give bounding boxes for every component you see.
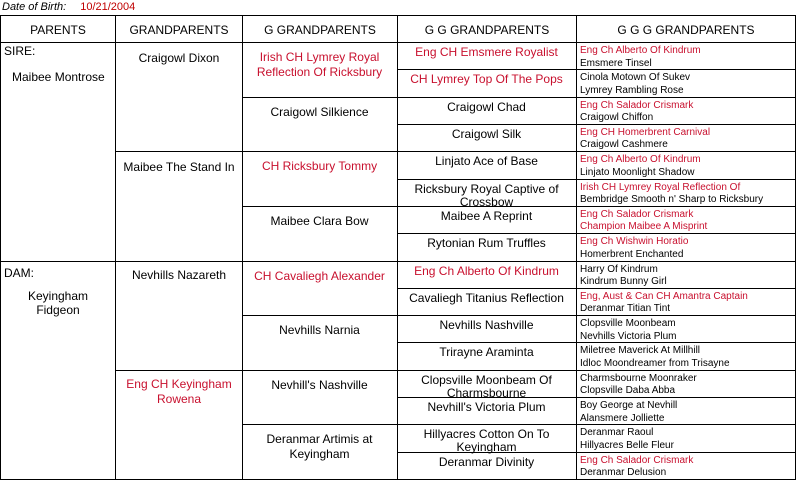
gg-grandparent-15-line1: Hillyacres Cotton On To [423,427,550,442]
gg-grandparent-5-line1: Linjato Ace of Base [435,154,538,169]
ggg-grandparent-9: Eng Ch Alberto Of Kindrum [580,154,701,166]
date-of-birth [2,0,135,14]
g-grandparent-8-line1: Deranmar Artimis at [266,432,373,447]
gg-grandparent-13-line1: Clopsville Moonbeam Of [421,372,552,387]
ggg-grandparent-12: Bembridge Smooth n' Sharp to Ricksbury [580,194,764,206]
gg-grandparent-15-line2: Keyingham [456,440,517,455]
ggg-grandparent-17: Harry Of Kindrum [580,263,658,275]
g-grandparent-3-line1: CH Ricksbury Tommy [261,159,378,174]
ggg-grandparent-3: Cinola Motown Of Sukev [580,72,691,84]
ggg-grandparent-23: Miletree Maverick At Millhill [580,345,701,357]
g-grandparent-1-line2: Reflection Of Ricksbury [256,65,383,79]
ggg-grandparent-25: Charmsbourne Moonraker [580,372,697,384]
ggg-grandparent-22: Nevhills Victoria Plum [580,330,677,342]
row-divider [0,15,796,16]
gg-grandparent-3-line1: Craigowl Chad [447,99,526,114]
ggg-grandparent-10: Linjato Moonlight Shadow [580,166,695,178]
row-divider [0,42,796,43]
ggg-grandparent-14: Champion Maibee A Misprint [580,221,708,233]
grandparent-1: Craigowl Dixon [138,51,220,65]
ggg-grandparent-26: Clopsville Daba Abba [580,385,676,397]
sire-role: SIRE: [4,44,36,58]
dam-name-line1: Keyingham [27,289,89,303]
g-grandparent-8-line2: Keyingham [289,447,350,462]
column-divider [115,15,116,480]
column-divider [576,15,577,480]
dob-label: Date of Birth: [2,1,67,13]
gg-grandparent-9-line1: Eng Ch Alberto Of Kindrum [414,263,559,278]
column-divider [242,15,243,480]
gg-grandparent-6-line2: Crossbow [459,194,514,209]
gg-grandparent-4-line1: Craigowl Silk [451,126,522,141]
ggg-grandparent-30: Hillyacres Belle Fleur [580,439,674,451]
grandparent-3: Nevhills Nazareth [131,268,227,282]
gg-grandparent-1-line1: Eng CH Emsmere Royalist [415,45,558,59]
ggg-grandparent-7: Eng CH Homerbrent Carnival [580,126,711,138]
gg-grandparent-6-line1: Ricksbury Royal Captive of [414,181,559,196]
g-grandparent-1-line1: Irish CH Lymrey Royal [259,50,380,64]
ggg-grandparent-8: Craigowl Cashmere [580,139,668,151]
gg-grandparent-7-line1: Maibee A Reprint [440,208,533,223]
gg-grandparent-12-line1: Trirayne Araminta [439,345,534,360]
ggg-grandparent-2: Emsmere Tinsel [580,57,652,69]
ggg-grandparent-11: Irish CH Lymrey Royal Reflection Of [580,181,741,193]
ggg-grandparent-18: Kindrum Bunny Girl [580,276,667,287]
g-grandparent-4-line1: Maibee Clara Bow [270,213,369,228]
grandparent-2: Maibee The Stand In [123,160,235,174]
ggg-grandparent-29: Deranmar Raoul [580,427,654,439]
header-parents: PARENTS [30,23,86,37]
ggg-grandparent-24: Idloc Moondreamer from Trisayne [580,357,730,369]
ggg-grandparent-20: Deranmar Titian Tint [580,303,671,315]
ggg-grandparent-19: Eng, Aust & Can CH Amantra Captain [580,290,748,302]
dob-value: 10/21/2004 [80,1,136,13]
ggg-grandparent-16: Homerbrent Enchanted [580,248,684,260]
gg-grandparent-13-line2: Charmsbourne [446,385,527,400]
grandparent-4-line1: Eng CH Keyingham [126,377,232,391]
dam-name-line2: Fidgeon [36,303,80,317]
gg-grandparent-2-line1: CH Lymrey Top Of The Pops [410,72,563,87]
g-grandparent-5-line1: CH Cavaliegh Alexander [254,268,385,283]
header-grandparents: GRANDPARENTS [129,23,229,37]
sire-name: Maibee Montrose [12,70,105,84]
ggg-grandparent-31: Eng Ch Salador Crismark [580,454,694,466]
g-grandparent-6-line1: Nevhills Narnia [279,323,360,338]
gg-grandparent-16-line1: Deranmar Divinity [438,454,535,469]
gg-grandparent-8-line1: Rytonian Rum Truffles [427,236,546,251]
grandparent-4-line2: Rowena [156,392,202,406]
ggg-grandparent-21: Clopsville Moonbeam [580,318,676,330]
ggg-grandparent-28: Alansmere Jolliette [580,412,665,424]
ggg-grandparent-32: Deranmar Delusion [580,467,667,479]
g-grandparent-7-line1: Nevhill's Nashville [271,377,368,392]
header-gg-grandparents: G G GRANDPARENTS [424,23,550,37]
ggg-grandparent-27: Boy George at Nevhill [580,400,678,412]
gg-grandparent-14-line1: Nevhill's Victoria Plum [427,400,546,415]
ggg-grandparent-13: Eng Ch Salador Crismark [580,208,694,220]
header-ggg-grandparents: G G G GRANDPARENTS [617,23,755,37]
ggg-grandparent-4: Lymrey Rambling Rose [580,84,684,96]
ggg-grandparent-6: Craigowl Chiffon [580,112,654,124]
g-grandparent-2-line1: Craigowl Silkience [270,104,369,119]
header-g-grandparents: G GRANDPARENTS [264,23,376,37]
ggg-grandparent-15: Eng Ch Wishwin Horatio [580,236,689,248]
ggg-grandparent-5: Eng Ch Salador Crismark [580,99,694,111]
ggg-grandparent-1: Eng Ch Alberto Of Kindrum [580,45,701,56]
gg-grandparent-10-line1: Cavaliegh Titanius Reflection [409,290,564,305]
dam-role: DAM: [4,266,34,280]
gg-grandparent-11-line1: Nevhills Nashville [439,318,534,333]
column-divider [0,15,1,480]
